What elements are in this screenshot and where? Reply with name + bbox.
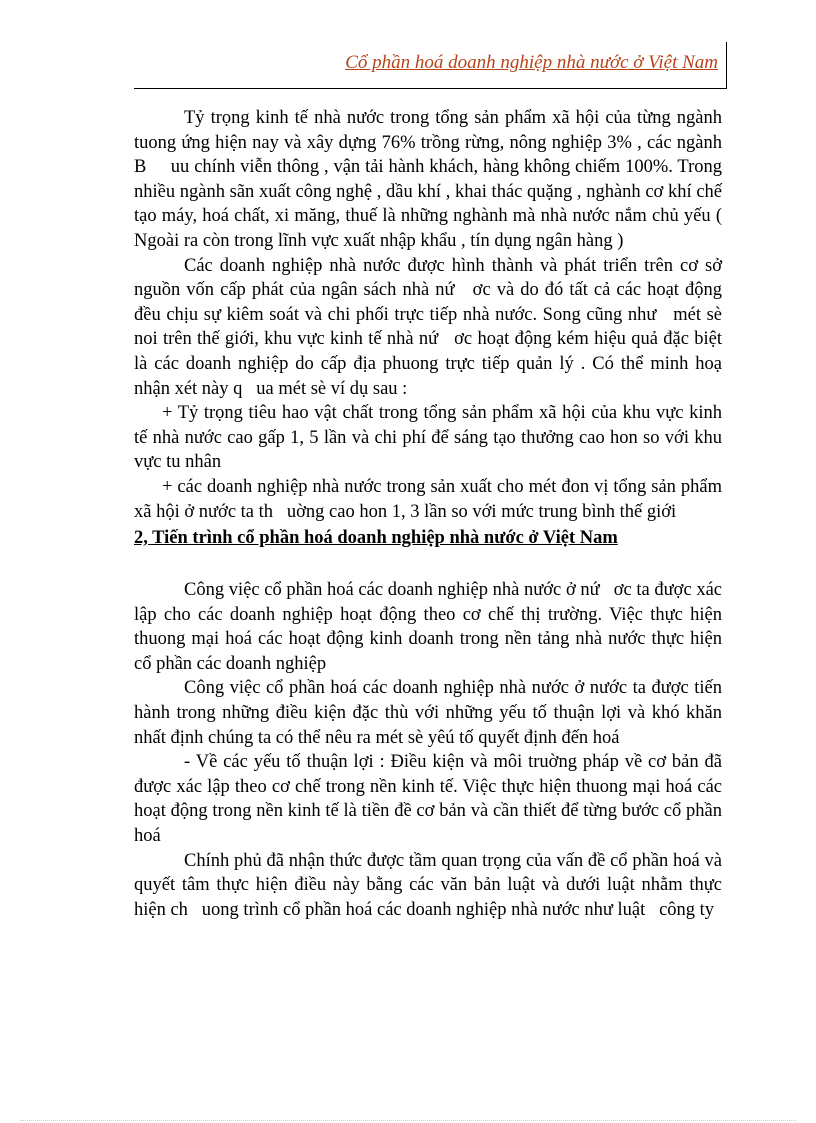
paragraph-government-awareness: Chính phủ đã nhận thức được tầm quan trọng của vấn đề cổ phần hoá và quyết tâm thực hiện điều này bằng các văn bản luật và dưới luật nhằm thực hiện ch uong trình cổ phần hoá các doanh nghiệp nhà nước như luật công ty <box>134 850 727 920</box>
paragraph-favorable-factors: - Về các yếu tố thuận lợi : Điều kiện và môi truờng pháp về cơ bản đã được xác lập theo cơ chế trong nền kinh tế. Việc thực hiện thuong mại hoá các hoạt động trong nền kinh tế là tiền đề cơ bản và cần thiết để từng bước cổ phần hoá <box>134 752 727 847</box>
paragraph-equitization-intro: Công việc cổ phần hoá các doanh nghiệp nhà nước ở nứ ơc ta được xác lập cho các doanh nghiệp hoạt động theo cơ chế thị trường. Việc thực hiện thuong mại hoá các hoạt động kinh doanh trong nền tảng nhà nước thực hiện cổ phần các doanh nghiệp <box>134 580 727 674</box>
document-body <box>134 106 727 922</box>
section-heading: 2, Tiến trình cổ phần hoá doanh nghiệp nhà nước ở Việt Nam <box>134 528 618 549</box>
paragraph-state-enterprises: Các doanh nghiệp nhà nước được hình thành và phát triển trên cơ sở nguồn vốn cấp phát của ngân sách nhà nứ ơc và do đó tất cả các hoạt động đều chịu sự kiêm soát và chi phối trực tiếp nhà nước. Song cũng như mét sè noi trên thế giới, khu vực kinh tế nhà nứ ơc hoạt động kém hiệu quả đặc biệt là các doanh nghiệp do cấp địa phuong trực tiếp quản lý . Có thể minh hoạ nhận xét này q ua mét sè ví dụ sau : <box>134 255 727 399</box>
header-title: Cổ phần hoá doanh nghiệp nhà nước ở Việt Nam <box>345 52 718 73</box>
paragraph-economic-share: Tỷ trọng kinh tế nhà nước trong tổng sản phẩm xã hội của từng ngành tuong ứng hiện nay và xây dựng 76% trồng rừng, nông nghiệp 3% , các ngành B uu chính viễn thông , vận tải hành khách, hàng không chiếm 100%. Trong nhiều ngành sãn xuất công nghệ , dầu khí , khai thác quặng , nghành cơ khí chế tạo máy, hoá chất, xi măng, thuế là những nghành mà nhà nước nắm chủ yếu ( Ngoài ra còn trong lĩnh vực xuất nhập khẩu , tín dụng ngân hàng ) <box>134 108 727 251</box>
paragraph-equitization-conditions: Công việc cổ phần hoá các doanh nghiệp nhà nước ở nước ta được tiến hành trong những điều kiện đặc thù với những yếu tố thuận lợi và khó khăn nhất định chúng ta có thể nêu ra mét sè yêú tố quyết định đến hoá <box>134 678 727 748</box>
paragraph-bullet-material-cost: + Tỷ trọng tiêu hao vật chất trong tổng sản phẩm xã hội của khu vực kinh tế nhà nước cao gấp 1, 5 lần và chi phí để sáng tạo thưởng cao hon so với khu vực tu nhân <box>134 403 727 473</box>
paragraph-bullet-production-cost: + các doanh nghiệp nhà nước trong sản xuất cho mét đon vị tổng sản phẩm xã hội ở nước ta th uờng cao hon 1, 3 lần so với mức trung bình thế giới <box>134 476 727 522</box>
page-header <box>134 42 727 89</box>
page-bottom-rule <box>20 1120 796 1121</box>
